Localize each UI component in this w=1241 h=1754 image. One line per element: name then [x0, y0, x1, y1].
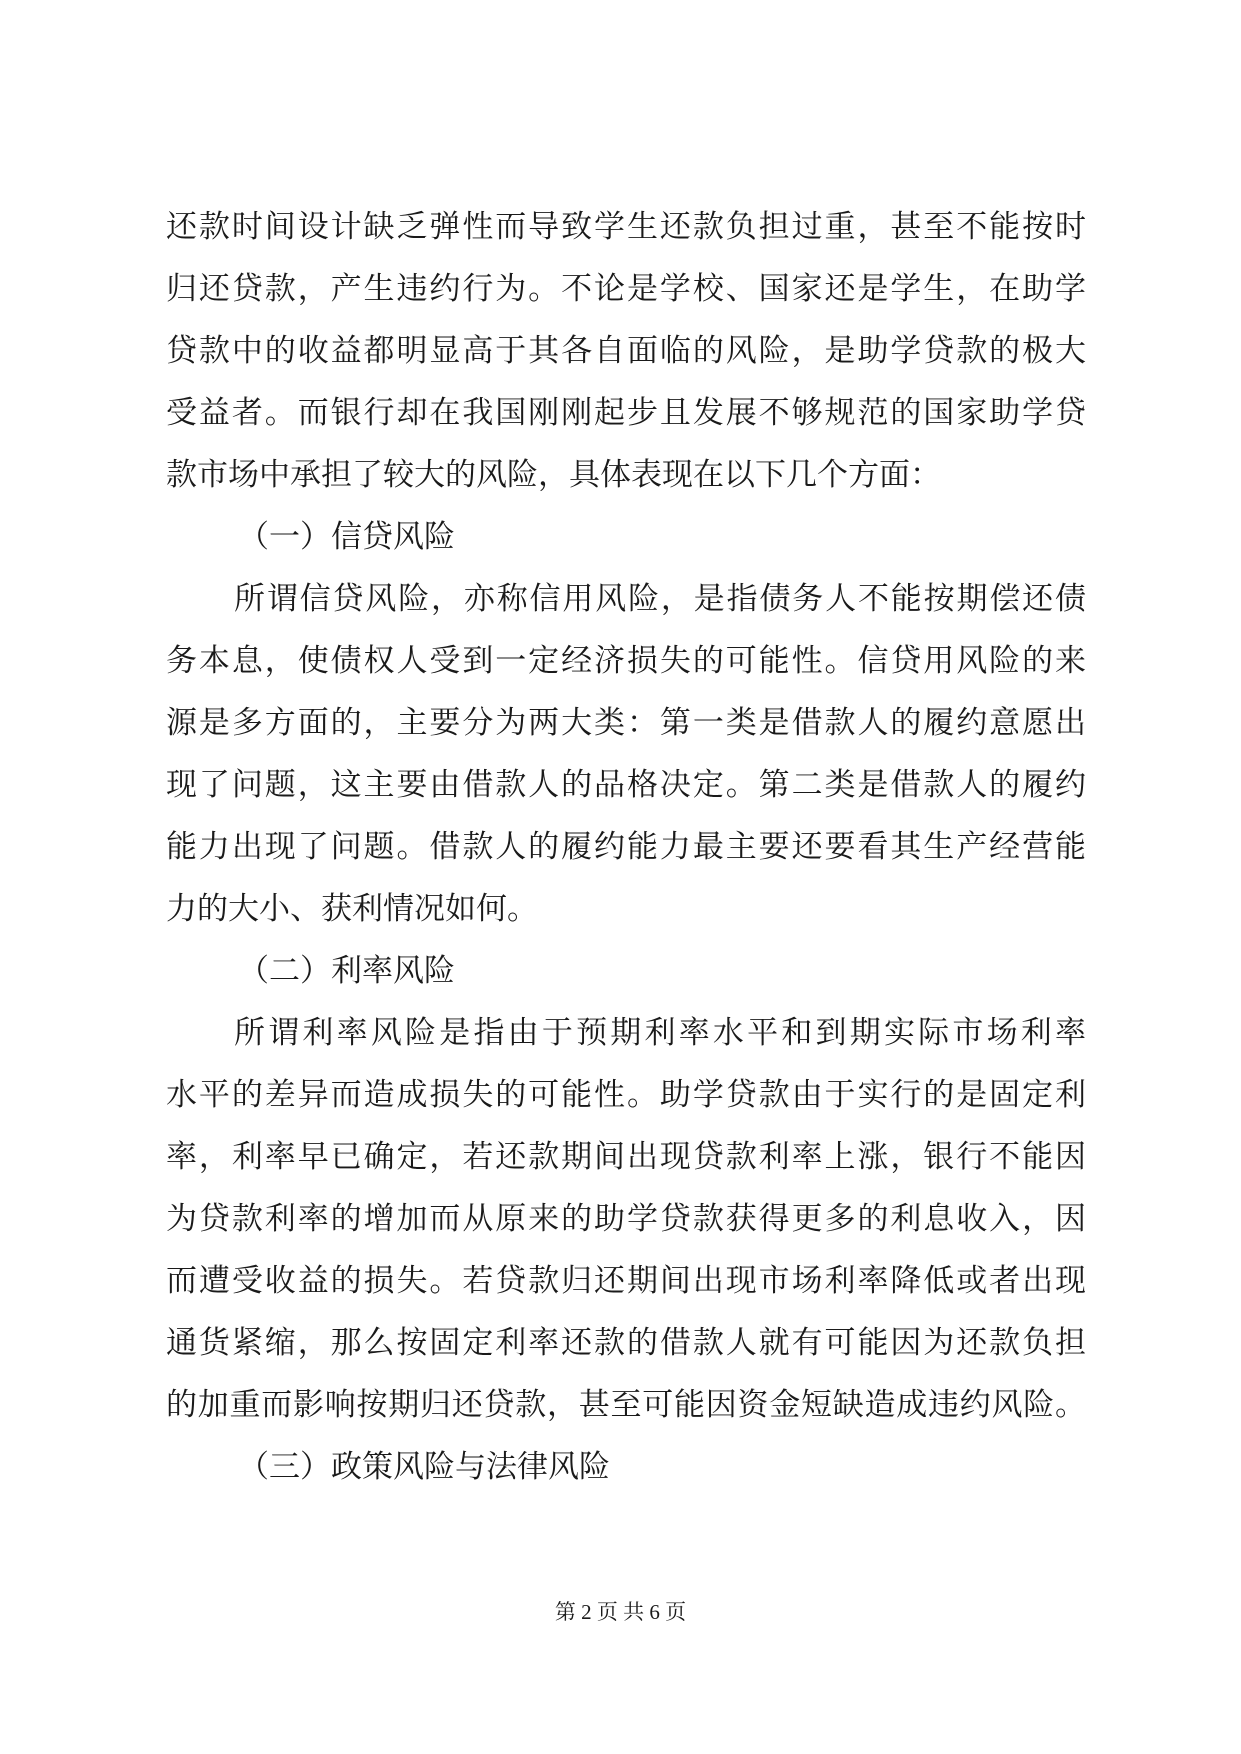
body-text-line: 力的大小、获利情况如何。	[166, 891, 538, 927]
body-text-line: 归还贷款，产生违约行为。不论是学校、国家还是学生，在助学	[166, 271, 1086, 307]
body-text-line: 水平的差异而造成损失的可能性。助学贷款由于实行的是固定利	[166, 1077, 1086, 1113]
body-text-line: 的加重而影响按期归还贷款，甚至可能因资金短缺造成违约风险。	[166, 1387, 1086, 1423]
body-text-line: 所谓信贷风险，亦称信用风险，是指债务人不能按期偿还债	[234, 581, 1086, 617]
body-text-line: 还款时间设计缺乏弹性而导致学生还款负担过重，甚至不能按时	[166, 209, 1086, 245]
body-text-line: 能力出现了问题。借款人的履约能力最主要还要看其生产经营能	[166, 829, 1086, 865]
body-text-line: 所谓利率风险是指由于预期利率水平和到期实际市场利率	[234, 1015, 1086, 1051]
body-text-line: 率，利率早已确定，若还款期间出现贷款利率上涨，银行不能因	[166, 1139, 1086, 1175]
body-text-line: 通货紧缩，那么按固定利率还款的借款人就有可能因为还款负担	[166, 1325, 1086, 1361]
body-text-line: 受益者。而银行却在我国刚刚起步且发展不够规范的国家助学贷	[166, 395, 1086, 431]
body-text-line: 而遭受收益的损失。若贷款归还期间出现市场利率降低或者出现	[166, 1263, 1086, 1299]
section-heading-interest-rate-risk: （二）利率风险	[238, 953, 455, 989]
body-text-line: 务本息，使债权人受到一定经济损失的可能性。信贷用风险的来	[166, 643, 1086, 679]
body-text-line: 源是多方面的，主要分为两大类：第一类是借款人的履约意愿出	[166, 705, 1086, 741]
body-text-line: 现了问题，这主要由借款人的品格决定。第二类是借款人的履约	[166, 767, 1086, 803]
section-heading-credit-risk: （一）信贷风险	[238, 519, 455, 555]
body-text-line: 为贷款利率的增加而从原来的助学贷款获得更多的利息收入，因	[166, 1201, 1086, 1237]
body-text-line: 贷款中的收益都明显高于其各自面临的风险，是助学贷款的极大	[166, 333, 1086, 369]
body-text-line: 款市场中承担了较大的风险，具体表现在以下几个方面：	[166, 457, 941, 493]
page-number-footer: 第 2 页 共 6 页	[554, 1600, 687, 1624]
section-heading-policy-legal-risk: （三）政策风险与法律风险	[238, 1449, 610, 1485]
